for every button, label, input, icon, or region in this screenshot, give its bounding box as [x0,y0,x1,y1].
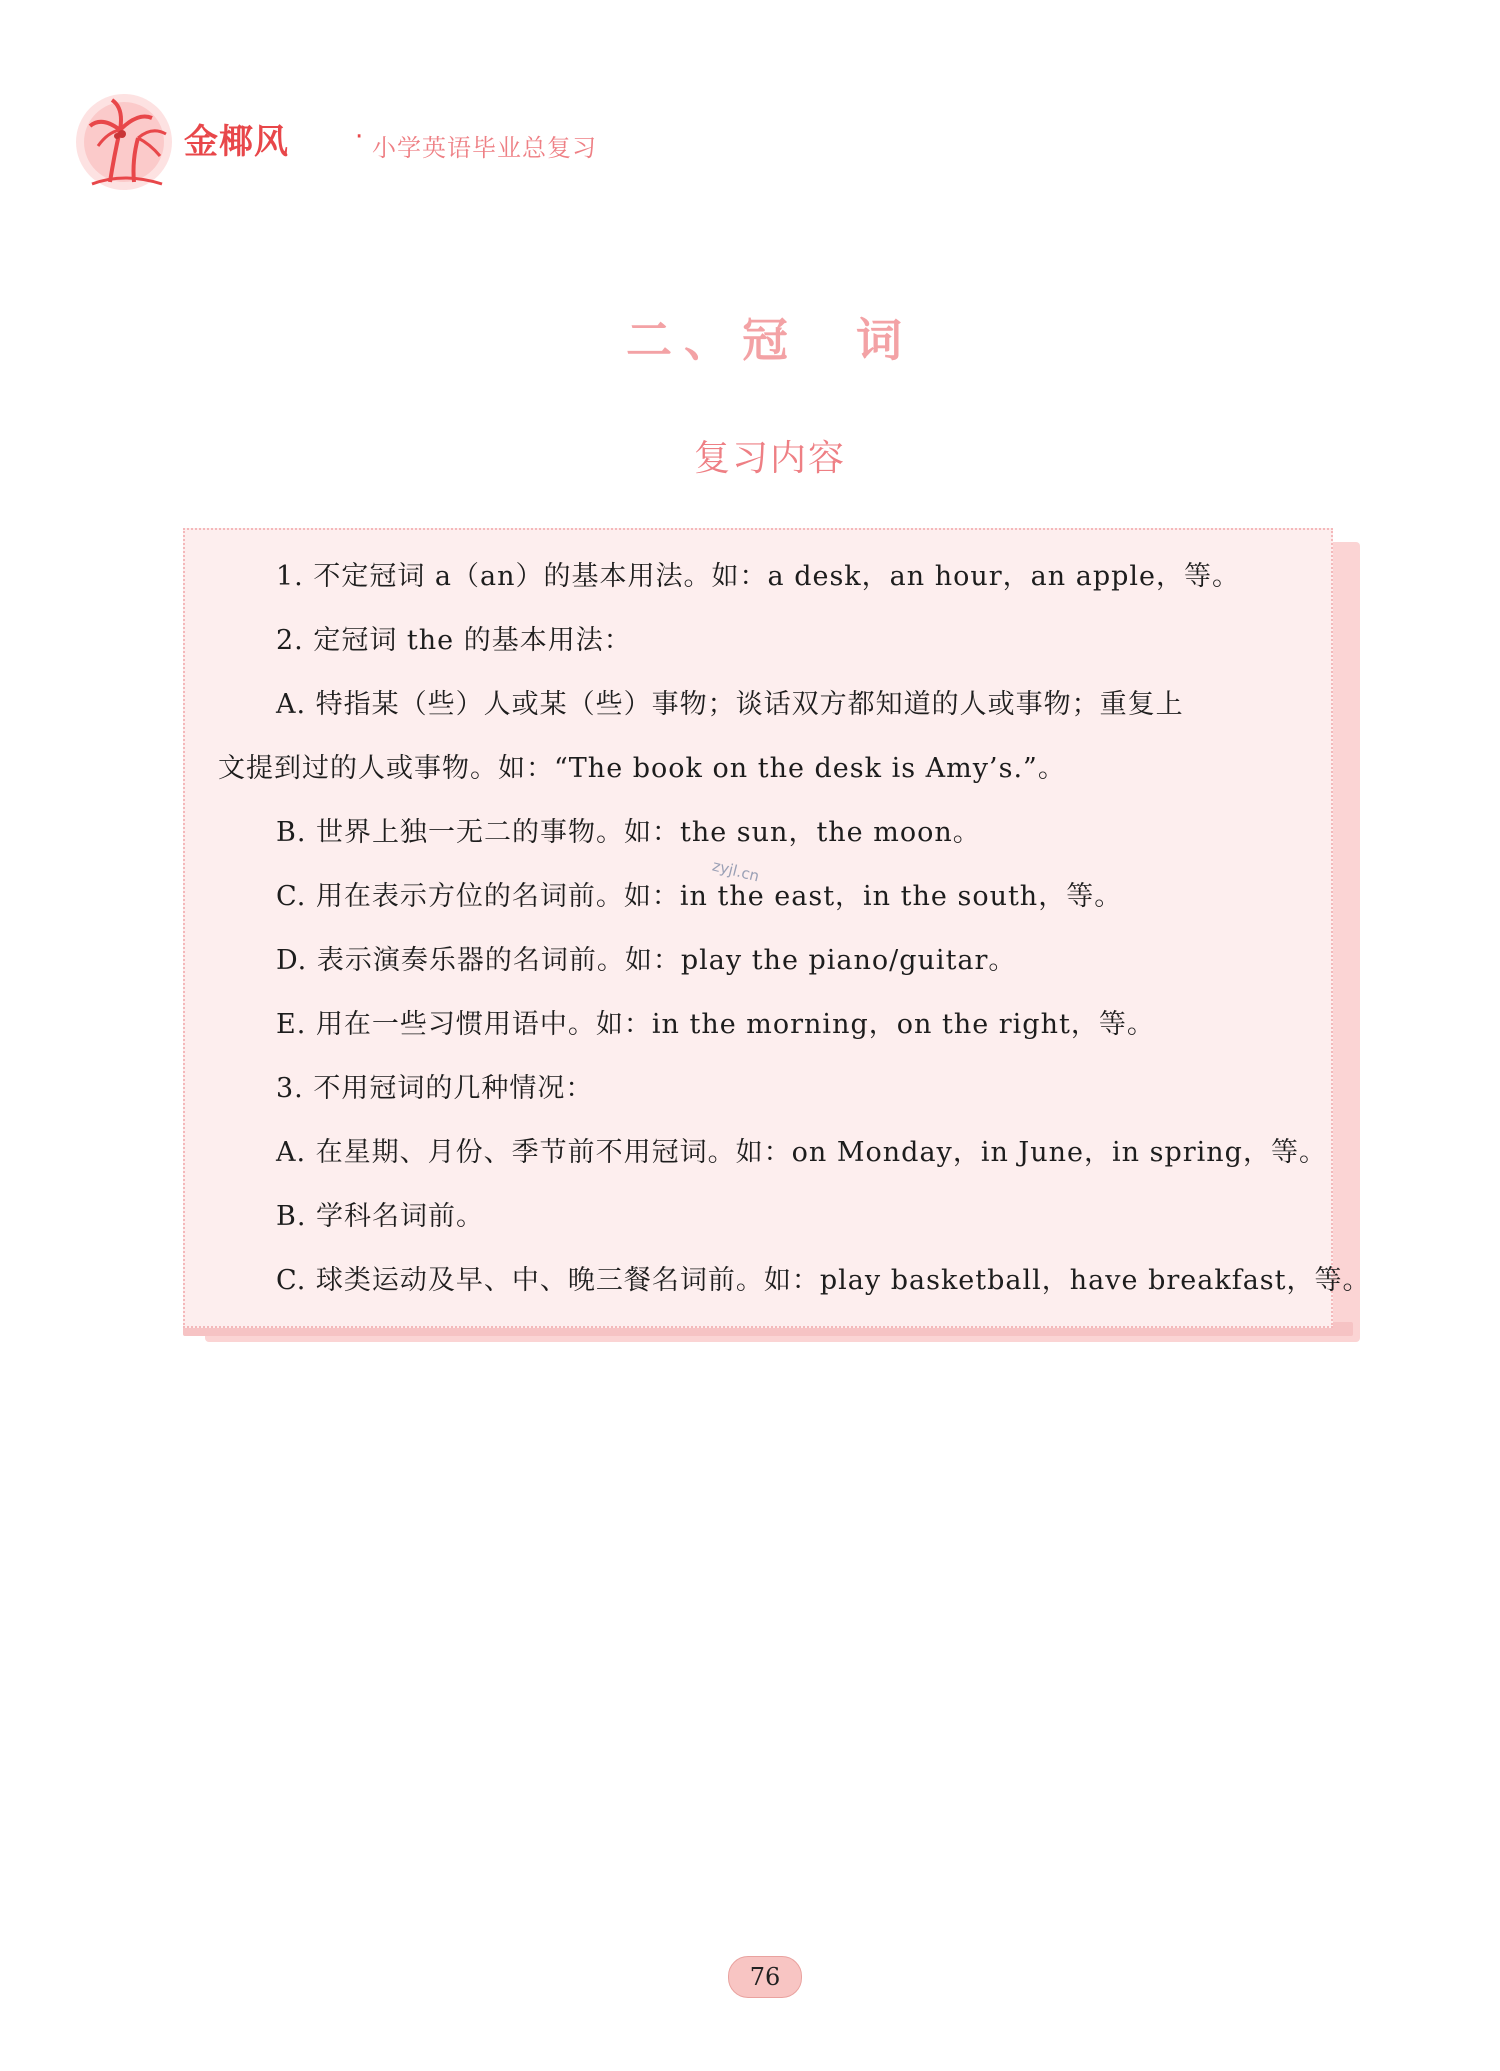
section-title: 二、冠 词 [625,313,915,367]
content-line: 1. 不定冠词 a（an）的基本用法。如：a desk，an hour，an apple，等。 [276,561,1241,592]
brand-separator: · [355,122,364,152]
brand-subtitle: 小学英语毕业总复习 [372,134,597,162]
brand-header [72,86,632,196]
brand-name: 金椰风 [184,122,289,162]
watermark: zyjl.cn [710,856,762,886]
palm-tree-logo-icon [72,86,182,196]
content-line: D. 表示演奏乐器的名词前。如：play the piano/guitar。 [276,945,1017,976]
content-line: 文提到过的人或事物。如：“The book on the desk is Amy’s.”。 [218,753,1066,784]
content-line: B. 学科名词前。 [276,1201,485,1232]
content-line: 3. 不用冠词的几种情况： [276,1073,594,1104]
page-number: 76 [728,1956,802,1998]
content-line: E. 用在一些习惯用语中。如：in the morning，on the right，等。 [276,1009,1155,1040]
content-line: C. 用在表示方位的名词前。如：in the east，in the south，等。 [276,881,1123,912]
content-line: C. 球类运动及早、中、晚三餐名词前。如：play basketball，have breakfast，等。 [276,1265,1371,1296]
content-line: B. 世界上独一无二的事物。如：the sun，the moon。 [276,817,981,848]
content-line: A. 在星期、月份、季节前不用冠词。如：on Monday，in June，in spring，等。 [276,1137,1327,1168]
content-line: 2. 定冠词 the 的基本用法： [276,625,632,656]
section-subtitle: 复习内容 [693,438,846,479]
content-line: A. 特指某（些）人或某（些）事物；谈话双方都知道的人或事物；重复上 [276,689,1184,720]
